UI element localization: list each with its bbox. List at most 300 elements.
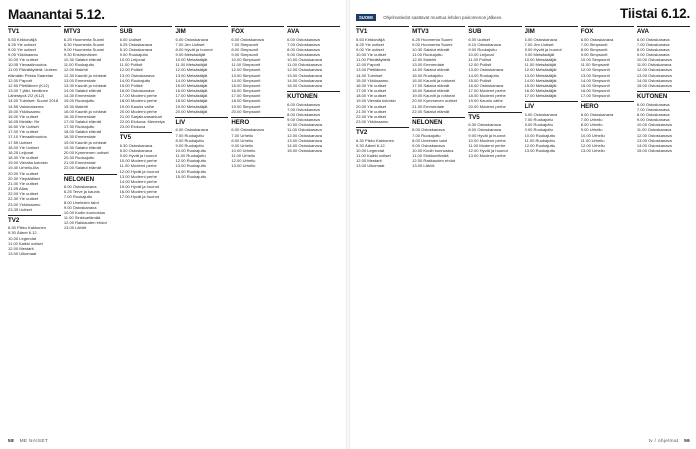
right-page-header — [356, 6, 690, 22]
program-listing: 12.00 Ostoskanava — [636, 132, 672, 138]
program-listing: 15.00 Simpsonit — [580, 82, 610, 88]
program-listing: 17.00 Moderni perhe — [468, 88, 506, 94]
program-listing: 13.00 Pietiläinen — [356, 67, 386, 73]
program-listing: 13.00 Ostoskanava — [287, 72, 323, 78]
program-listing: 10.05 Ylevaalimuutos — [8, 62, 47, 68]
program-listing: 12.00 Mestarit — [8, 245, 34, 251]
program-listing: 12.00 Rakkauden ehdot — [412, 158, 456, 164]
schedule-column — [120, 26, 173, 431]
program-listing: 15.00 Ostoskanava — [287, 147, 323, 153]
program-listing: 16.00 Yle uutiset — [8, 113, 39, 119]
program-listing: 14.00 Ostoskanava — [636, 142, 672, 148]
program-listing: 17.00 Salatut elämät — [63, 119, 101, 124]
program-listing: 6.30 Ostoskanava — [468, 122, 501, 128]
program-listing: 15.00 Metsästäjät — [175, 82, 208, 88]
program-listing: 15.30 Iltalehti — [63, 103, 88, 109]
program-listing: 18.00 Simpsonit — [231, 98, 261, 104]
program-listing: 13.00 Emmerdale — [63, 77, 96, 83]
program-listing: 20.00 Yle uutiset — [356, 103, 387, 109]
program-listing: 9.00 Ostoskanava — [287, 51, 320, 57]
program-listing: 18.25 Leijonat — [8, 149, 34, 155]
program-listing: 21.00 Yle uutiset — [356, 108, 387, 114]
program-listing: 6.00 Ostoskanava — [524, 36, 558, 42]
program-listing: 13.00 Ulkomaat — [356, 163, 385, 169]
program-listing: 11.00 Moderni perhe — [119, 163, 157, 169]
program-listing: 18.00 Moderni perhe — [119, 98, 158, 104]
right-page — [350, 0, 696, 449]
program-listing: 6.00 Ostoskanava — [231, 36, 264, 42]
program-listing: 14.55 Valomaisema — [8, 103, 44, 109]
program-listing: 10.00 Legendat — [356, 147, 385, 153]
channel-heading: AVA — [637, 26, 690, 36]
program-listing: 7.00 Ostoskanava — [636, 106, 670, 112]
schedule-column — [287, 26, 340, 431]
left-page-footer — [8, 439, 48, 446]
channel-heading: LIV — [175, 117, 228, 127]
program-listing: 6.00 Ostoskanava — [636, 36, 670, 42]
channel-heading: AVA — [287, 26, 340, 36]
program-listing: 11.00 Sinkkuelämää — [63, 215, 101, 220]
program-listing: 9.00 Urheilu — [580, 127, 603, 133]
program-listing: 10.00 Legendat — [8, 235, 37, 241]
program-listing: 13.00 Ruokajuttu — [524, 147, 556, 153]
left-page-number: 58 — [8, 439, 14, 444]
program-listing: 18.30 Yle uutiset — [8, 155, 39, 161]
program-listing: 14.00 Simpsonit — [580, 77, 610, 83]
program-listing: 14.00 Simpsonit — [231, 77, 261, 83]
left-page — [0, 0, 346, 449]
channel-heading: MTV3 — [64, 26, 117, 36]
program-listing: 12.00 Poliisit — [119, 67, 143, 73]
program-listing: 10.00 Yle uutiset — [8, 57, 39, 63]
program-listing: 10.00 Yle uutiset — [356, 51, 387, 57]
program-listing: 10.00 Kodin kunnostus — [412, 147, 454, 153]
schedule-column — [412, 26, 465, 431]
program-listing: 10.00 Ostoskanava — [287, 122, 323, 128]
program-listing: 15.00 Ruokajuttu — [175, 173, 207, 179]
program-listing: 14.00 Moderni perhe — [119, 178, 158, 184]
channel-heading: TV2 — [8, 215, 61, 225]
program-listing: 19.40 Urheilu-ilta — [8, 165, 39, 171]
program-listing: 13.00 Moderni perhe — [119, 173, 158, 179]
program-listing: 14.30 Emmerdale — [63, 93, 96, 99]
program-listing: 6.30 Pikku Kakkonen — [356, 137, 395, 143]
channel-heading: HERO — [231, 117, 284, 127]
schedule-column — [64, 26, 117, 431]
program-listing: 9.00 Ruokajuttu — [119, 51, 149, 57]
program-listing: 8.00 Ruokajuttu — [175, 137, 204, 143]
program-listing: 12.00 Iltalehti — [412, 57, 437, 63]
program-listing: 6.00 Ostoskanava — [175, 127, 209, 133]
program-listing: 17.00 Hyvät ja huonot — [119, 194, 160, 200]
program-listing: 12.00 Ostoskanava — [287, 67, 323, 73]
program-listing: 8.00 Ostoskanava — [636, 111, 670, 117]
program-listing: 21.05 Alias — [8, 186, 28, 192]
channel-heading: KUTONEN — [637, 91, 690, 101]
program-listing: 14.00 Ruokajuttu — [468, 72, 499, 78]
program-listing: 6.00 Ostoskanava — [287, 101, 320, 107]
program-listing: 9.00 Ostoskanava — [636, 51, 670, 57]
program-listing: 19.00 Kaunis valhe — [468, 98, 503, 104]
program-listing: 9.00 Urheilu — [231, 142, 254, 148]
program-listing: 16.50 Yle Uutiset — [8, 124, 39, 130]
channel-heading: JIM — [525, 26, 578, 36]
program-listing: 6.25 Yle uutiset — [356, 41, 384, 47]
program-listing: 5.53 Kirkkoväljä — [356, 36, 385, 42]
program-listing: 8.00 Ostoskanava — [636, 46, 670, 52]
program-listing: 11.00 Moderni perhe — [468, 142, 506, 148]
program-listing: 19.00 Vieraita kotoisin — [356, 98, 396, 104]
program-listing: 22.00 Yle uutiset — [8, 191, 39, 197]
program-listing: 16.30 Emmerdale — [63, 113, 96, 119]
program-listing: 16.00 Metsästäjät — [175, 88, 208, 94]
program-listing: 19.00 Vieraita kotoisin — [8, 160, 48, 166]
program-listing: 17.00 Yle uutiset — [356, 88, 387, 94]
program-listing: 14.00 Ostoskanava — [287, 77, 323, 83]
left-page-brand: ME NAISET — [19, 439, 49, 444]
program-listing: 13.00 Lähiöt — [412, 163, 435, 169]
program-listing: 11.00 Ostoskanava — [287, 127, 322, 133]
channel-heading: NELONEN — [412, 117, 465, 127]
program-listing: 9.00 Ruokajuttu — [468, 46, 497, 52]
program-listing: 10.00 Simpsonit — [580, 57, 610, 63]
program-listing: 9.00 Ruokajuttu — [524, 127, 553, 133]
program-listing: 19.00 Simpsonit — [231, 103, 261, 109]
program-listing: 12.00 Ruokajuttu — [175, 158, 207, 164]
program-listing: 22.00 Salatut elämät — [63, 165, 101, 171]
channel-heading: HERO — [581, 101, 634, 111]
program-listing: 23.00 Elokuva — [119, 124, 146, 130]
program-listing: 7.00 Urheilu — [580, 117, 603, 123]
program-listing: 20.30 Ylepäälliset — [8, 175, 40, 181]
program-listing: 20.00 Kymmenen uutiset — [63, 149, 109, 155]
program-listing: 10.00 Moderni perhe — [119, 158, 158, 164]
program-listing: 9.00 Ostoskanava — [412, 142, 445, 148]
program-listing: 10.00 Ruokajuttu — [175, 147, 207, 153]
program-listing: 13.00 Metsästäjät — [524, 72, 557, 78]
program-listing: 17.00 Moderni perhe — [119, 93, 158, 99]
program-listing: 9.00 Yle uutiset — [356, 46, 384, 52]
program-listing: 22.00 Salatut elämät — [412, 108, 450, 114]
program-listing: 10.00 Ostoskanava — [636, 122, 672, 128]
program-listing: 8.00 Urheilu — [231, 137, 254, 143]
program-listing: 16.00 Ostoskanava — [468, 82, 504, 88]
program-listing: 17.00 Metsästäjät — [175, 93, 208, 99]
program-listing: 19.00 Metsästäjät — [175, 103, 208, 109]
channel-heading: LIV — [525, 101, 578, 111]
program-listing: 15.00 Poliisit — [468, 77, 492, 83]
program-listing: 16.00 Kauniit ja rohkeat — [63, 108, 107, 114]
program-listing: 16.00 Simpsonit — [231, 88, 261, 94]
program-listing: 12.50 Pietiläinen (K12) — [8, 82, 49, 88]
program-listing: 11.00 Kaikki uutiset — [8, 240, 43, 246]
program-listing: 13.00 Lähiöt — [63, 225, 87, 231]
program-listing: 20.00 Kymmenen uutiset — [412, 98, 457, 104]
program-listing: 20.00 Simpsonit — [231, 108, 261, 114]
program-listing: 6.00 Ostoskanava — [580, 36, 614, 42]
channel-heading: TV1 — [8, 26, 61, 36]
program-listing: 20.00 Moderni perhe — [468, 103, 506, 109]
program-listing: 7.00 Ruokajuttu — [63, 194, 93, 200]
program-listing: 11.00 Ostoskanava — [287, 62, 322, 68]
program-listing: 10.00 Moderni perhe — [468, 137, 506, 143]
program-listing: 9.00 Huomenta Suomi — [412, 41, 453, 47]
program-listing: 9.00 Metsästäjät — [524, 51, 555, 57]
channel-heading: NELONEN — [64, 174, 117, 184]
right-page-brand: tv / ohjelmat — [648, 439, 679, 444]
program-listing: 15.00 Metsästäjät — [524, 82, 557, 88]
program-listing: 9.00 Hyvät ja huonot — [468, 132, 506, 138]
channel-heading: MTV3 — [412, 26, 465, 36]
program-listing: 14.00 Ruokajuttu — [119, 77, 151, 83]
program-listing: 16.00 Moderni perhe — [119, 189, 158, 195]
channel-heading: SUB — [120, 26, 173, 36]
program-listing: 12.00 Urheilu — [580, 142, 605, 148]
channel-heading: FOX — [581, 26, 634, 36]
program-listing: 9.00 Simpsonit — [231, 51, 259, 57]
program-listing: 15.00 Ostoskanava — [287, 82, 323, 88]
program-listing: 16.00 Kauniit ja rohkeat — [412, 77, 455, 83]
program-listing: 16.00 Simpsonit — [580, 88, 610, 94]
right-page-columns — [356, 26, 690, 431]
program-listing: 20.00 Moderni perhe — [119, 108, 158, 114]
program-listing: 18.30 Emmerdale — [63, 134, 96, 140]
program-listing: 14.00 Ostoskanava — [636, 77, 672, 83]
program-listing: 11.00 Päivätäytteiä — [356, 57, 391, 63]
channel-heading: TV2 — [356, 127, 409, 137]
left-page-columns — [8, 26, 340, 431]
program-listing: 10.00 Ostoskanava — [287, 57, 323, 63]
program-listing: 13.00 Ulkomaat — [8, 251, 37, 257]
program-listing: 12.00 Simpsonit — [231, 67, 261, 73]
program-listing: 9.00 Huomenta Suomi — [63, 46, 105, 52]
program-listing: 11.00 Ostoskanava — [636, 127, 672, 133]
program-listing: 17.10 Ylevaalimuutos — [8, 134, 47, 140]
program-listing: 6.25 Huomenta Suomi — [412, 36, 453, 42]
program-listing: 9.00 Simpsonit — [580, 51, 608, 57]
program-listing: 15.00 Ykkösaamu — [356, 77, 389, 83]
program-listing: 6.25 Ostoskanava — [119, 41, 153, 47]
program-listing: 10.00 Simpsonit — [231, 57, 261, 63]
program-listing: 6.00 Uutiset — [468, 36, 490, 42]
program-listing: 13.00 Ruokajuttu — [175, 163, 207, 169]
program-listing: 8.00 Urheilu — [580, 122, 603, 128]
program-listing: 17.00 Simpsonit — [231, 93, 261, 99]
channel-heading: TV1 — [356, 26, 409, 36]
program-listing: 7.00 Urheilu — [231, 132, 254, 138]
program-listing: 12.00 Poliisit — [468, 62, 492, 68]
program-listing: 9.00 Yle uutiset — [8, 46, 36, 52]
program-listing: 19.30 Salatut elämät — [63, 144, 101, 150]
program-listing: 11.00 Ruokajuttu — [524, 137, 555, 143]
program-listing: 11.00 Ruokajuttu — [412, 51, 443, 57]
program-listing: 10.00 Ostoskanava — [636, 57, 672, 63]
channel-heading: TV5 — [120, 132, 173, 142]
program-listing: 15.00 Simpsonit — [231, 82, 261, 88]
program-listing: 13.00 Emmerdale — [412, 62, 445, 68]
program-listing: 10.00 Urheilu — [231, 147, 256, 153]
program-listing: 9.00 Ostoskanava — [287, 117, 320, 123]
program-listing: 7.00 Ostoskanava — [287, 41, 320, 47]
program-listing: 6.00 Ostoskanava — [287, 36, 320, 42]
program-listing: 14.00 Tuimiset — [356, 72, 383, 78]
schedule-column — [231, 26, 284, 431]
program-listing: 13.00 Ostoskanava — [287, 137, 323, 143]
program-listing: 22.30 Yle uutiset — [8, 196, 39, 202]
program-listing: 12.00 Simpsonit — [580, 67, 610, 73]
program-listing: 11.00 Simpsonit — [580, 62, 610, 68]
program-listing: 10.30 Salatut elämät — [63, 57, 101, 63]
program-listing: 22.00 Yle uutiset — [356, 113, 387, 119]
program-listing: 6.00 Ostoskanava — [580, 111, 614, 117]
program-listing: 10.00 Metsästäjät — [175, 57, 208, 63]
program-listing: 9.00 Hyvät ja huonot — [119, 153, 157, 159]
program-listing: 10.00 Kodin kunnostus — [63, 209, 106, 215]
channel-badge: SUOMI — [356, 14, 376, 21]
program-listing: 13.00 Metsästäjät — [175, 72, 208, 78]
program-listing: 18.00 Yle Uutiset — [8, 144, 39, 150]
header-note: Ohjelmatiedot saattavat muuttua lehden painomenon jälkeen. — [383, 15, 503, 20]
program-listing: 19.00 Kauniit ja rohkeat — [412, 93, 455, 99]
program-listing: 9.00 Metsästäjät — [175, 51, 206, 57]
left-page-date: Maanantai 5.12. — [8, 7, 105, 22]
program-listing: 15.00 Ykkösaamu — [8, 108, 41, 114]
schedule-column — [637, 26, 690, 431]
program-listing: 12.00 Mestarit — [356, 158, 382, 164]
program-listing: 7.00 Ruokajuttu — [524, 117, 553, 123]
program-listing: 15.00 Ruokajuttu — [63, 98, 95, 104]
program-listing: 17.00 Salatut elämät — [412, 82, 450, 88]
program-listing: 14.00 Ruokajuttu — [175, 168, 207, 174]
program-listing: 16.00 Ostoskanava — [119, 88, 155, 94]
program-listing: 14.00 Ostoskanava — [287, 142, 323, 148]
program-listing: 8.00 Ruokajuttu — [524, 122, 553, 128]
left-page-header — [8, 6, 105, 22]
program-listing: 8.00 Hyvät ja huonot — [175, 46, 213, 52]
program-listing: 22.00 Elokuva: Menestys — [119, 119, 165, 124]
program-listing: 13.00 Moderni perhe — [468, 153, 506, 159]
program-listing: 16.00 Metsästäjät — [524, 88, 557, 94]
program-listing: 23.35 Uutiset — [8, 206, 32, 212]
program-listing: 10.30 Salatut elämät — [412, 46, 450, 52]
program-listing: 7.00 Simpsonit — [231, 41, 259, 47]
program-listing: 14.00 Salatut elämät — [412, 67, 450, 73]
program-listing: 15.00 Hyvät ja huonot — [119, 184, 160, 190]
program-listing: 6.00 Ostoskanava — [231, 127, 264, 133]
program-listing: 11.00 Päivätäytteiä: Uuteen — [8, 67, 58, 73]
program-listing: 10.00 Leijonat — [468, 51, 494, 57]
program-listing: 12.00 Iltalehti — [63, 67, 88, 73]
program-listing: 23.00 Ykkösaamu — [8, 201, 41, 207]
program-listing: 13.00 Ostoskanava — [119, 72, 155, 78]
schedule-column — [356, 26, 409, 431]
program-listing: 15.00 Ostoskanava — [636, 82, 672, 88]
program-listing: 11.00 Metsästäjät — [175, 62, 208, 68]
schedule-column — [8, 26, 61, 431]
program-listing: 11.00 Poliisit — [119, 62, 143, 68]
program-listing: Lähestyvä 2/2 (K12) — [8, 93, 45, 99]
program-listing: 20.30 Ruokajuttu — [63, 155, 95, 161]
program-listing: 14.00 Metsästäjät — [175, 77, 208, 83]
program-listing: 18.00 Metsästäjät — [175, 98, 208, 104]
program-listing: 10.00 Urheilu — [580, 132, 605, 138]
program-listing: 20.00 Yle uutiset — [8, 170, 39, 176]
program-listing: 6.25 Huomenta Suomi — [63, 36, 105, 42]
program-listing: 7.00 Jim Uutiset — [524, 41, 554, 47]
program-listing: 11.00 Metsästäjät — [524, 62, 557, 68]
program-listing: 13.00 Urheilu — [580, 147, 605, 153]
program-listing: 21.00 Yle uutiset — [8, 180, 39, 186]
program-listing: 9.30 Ensimmäinen — [63, 51, 98, 57]
program-listing: 5.53 Kirkkoväljä — [8, 36, 37, 42]
program-listing: 13.00 Simpsonit — [231, 72, 261, 78]
program-listing: 6.30 Pikku Kakkonen — [8, 225, 47, 231]
program-listing: elämään Pekka Saarelan — [8, 72, 54, 78]
program-listing: 10.00 Leijonat — [119, 57, 146, 63]
program-listing: 11.00 Simpsonit — [231, 62, 261, 68]
right-page-date: Tiistai 6.12. — [620, 6, 690, 21]
program-listing: 8.00 Ostoskanava — [287, 111, 320, 117]
program-listing: 10.00 Metsästäjät — [524, 57, 557, 63]
program-listing: 6.00 Ostoskanava — [175, 36, 209, 42]
program-listing: 11.00 Poliisit — [468, 57, 491, 63]
program-listing: 7.00 Jim Uutiset — [175, 41, 205, 47]
program-listing: 8.00 Unelmien talot — [412, 137, 448, 143]
program-listing: 21.00 Emmerdale — [412, 103, 445, 109]
program-listing: 13.30 Kauniit ja rohkeat — [63, 82, 107, 88]
program-listing: 9.30 Äänet 6.12. — [8, 230, 38, 236]
program-listing: 17.00 Simpsonit — [580, 93, 610, 99]
program-listing: 7.00 Simpsonit — [580, 41, 608, 47]
program-listing: 12.00 Ostoskanava — [636, 67, 672, 73]
program-listing: 13.00 Urheilu — [231, 163, 256, 169]
program-listing: 20.00 Metsästäjät — [175, 108, 208, 114]
program-listing: 12.00 Metsästäjät — [175, 67, 208, 73]
program-listing: 12.00 Hyvät ja huonot — [119, 168, 160, 174]
program-listing: 17.55 Uutiset — [8, 139, 32, 145]
program-listing: 16.05 Meidän Yle — [8, 119, 40, 124]
program-listing: 11.00 Ruokajuttu — [63, 62, 95, 68]
program-listing: 11.00 Urheilu — [580, 137, 605, 143]
program-listing: 17.30 Ruokajuttu — [63, 124, 95, 130]
program-listing: 6.00 Ostoskanava — [63, 184, 97, 190]
program-listing: 12.00 Ruokajuttu — [524, 142, 556, 148]
program-listing: 12.00 Ostoskanava — [287, 132, 323, 138]
program-listing: 23.00 Ykkösaamu — [356, 119, 389, 124]
program-listing: 9.00 Ostoskanava — [636, 117, 670, 123]
program-listing: 11.00 Sinkkuelämää — [412, 153, 449, 159]
program-listing: 7.00 Ostoskanava — [287, 106, 320, 112]
program-listing: 8.10 Ostoskanava — [119, 46, 153, 52]
program-listing: 8.00 Ostoskanava — [287, 46, 320, 52]
program-listing: 13.00 Simpsonit — [580, 72, 610, 78]
program-listing: 18.00 Yle uutiset — [356, 93, 387, 99]
schedule-column — [468, 26, 521, 431]
program-listing: 8.00 Simpsonit — [231, 46, 259, 52]
program-listing: 14.00 Tuimiset: Suomi 2018 — [8, 98, 59, 104]
program-listing: 17.00 Yle uutiset — [8, 129, 39, 135]
program-listing: 15.00 Ostoskanava — [636, 147, 672, 153]
right-page-number: 59 — [684, 439, 690, 444]
program-listing: 12.30 Kauniit ja rohkeat — [63, 72, 107, 78]
program-listing: 6.00 Ostoskanava — [636, 101, 670, 107]
program-listing: 6.00 Uutiset — [119, 36, 142, 42]
program-listing: 12.00 Metsästäjät — [524, 67, 557, 73]
program-listing: 7.00 Ruokajuttu — [412, 132, 441, 138]
program-listing: 6.25 Terve ja kaunis — [63, 189, 100, 195]
program-listing: 15.00 Ruokajuttu — [412, 72, 443, 78]
program-listing: 21.00 Sarjakuvasankari — [119, 113, 162, 119]
